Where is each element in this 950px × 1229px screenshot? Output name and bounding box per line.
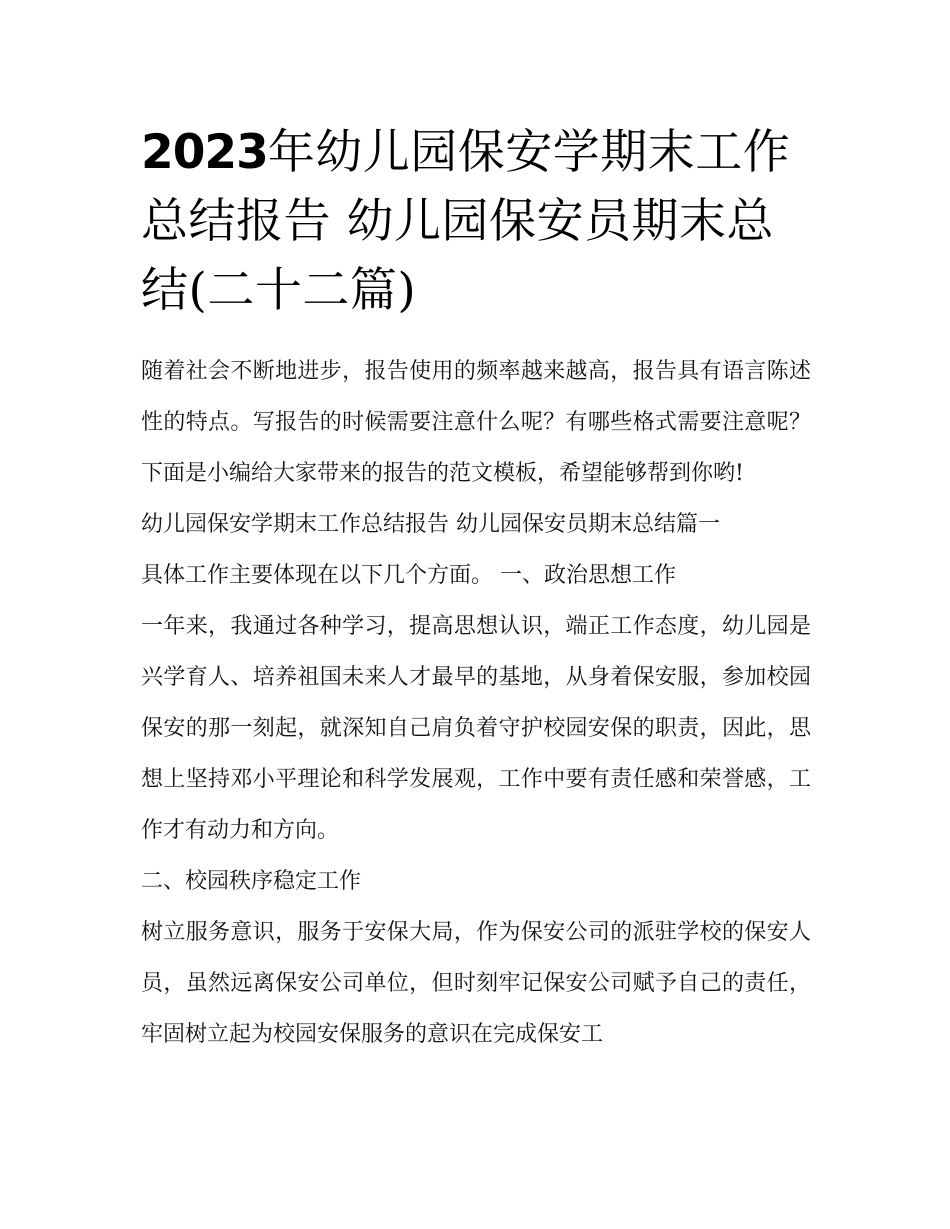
title-year: 2023 <box>141 125 268 180</box>
document-body <box>141 346 811 1060</box>
campus-order-paragraph: 树立服务意识，服务于安保大局，作为保安公司的派驻学校的保安人员，虽然远离保安公司单位，但时刻牢记保安公司赋予自己的责任，牢固树立起为校园安保服务的意识在完成保安工 <box>141 920 811 1047</box>
title-text: 年幼儿园保安学期末工作总结报告 幼儿园保安员期末总结(二十二篇) <box>141 125 791 318</box>
overview-paragraph: 具体工作主要体现在以下几个方面。 一、政治思想工作 <box>141 563 676 588</box>
intro-paragraph: 随着社会不断地进步，报告使用的频率越来越高，报告具有语言陈述性的特点。写报告的时候需要注意什么呢？有哪些格式需要注意呢？下面是小编给大家带来的报告的范文模板，希望能够帮到你哟! <box>141 359 811 486</box>
political-work-paragraph: 一年来，我通过各种学习，提高思想认识，端正工作态度，幼儿园是兴学育人、培养祖国未来人才最早的基地，从身着保安服，参加校园保安的那一刻起，就深知自己肩负着守护校园安保的职责，因此，思想上坚持邓小平理论和科学发展观，工作中要有责任感和荣誉感，工作才有动力和方向。 <box>141 614 811 843</box>
section-heading: 幼儿园保安学期末工作总结报告 幼儿园保安员期末总结篇一 <box>141 512 720 537</box>
document-title <box>141 118 811 325</box>
subsection-heading: 二、校园秩序稳定工作 <box>141 869 362 894</box>
document-page <box>141 118 811 1060</box>
